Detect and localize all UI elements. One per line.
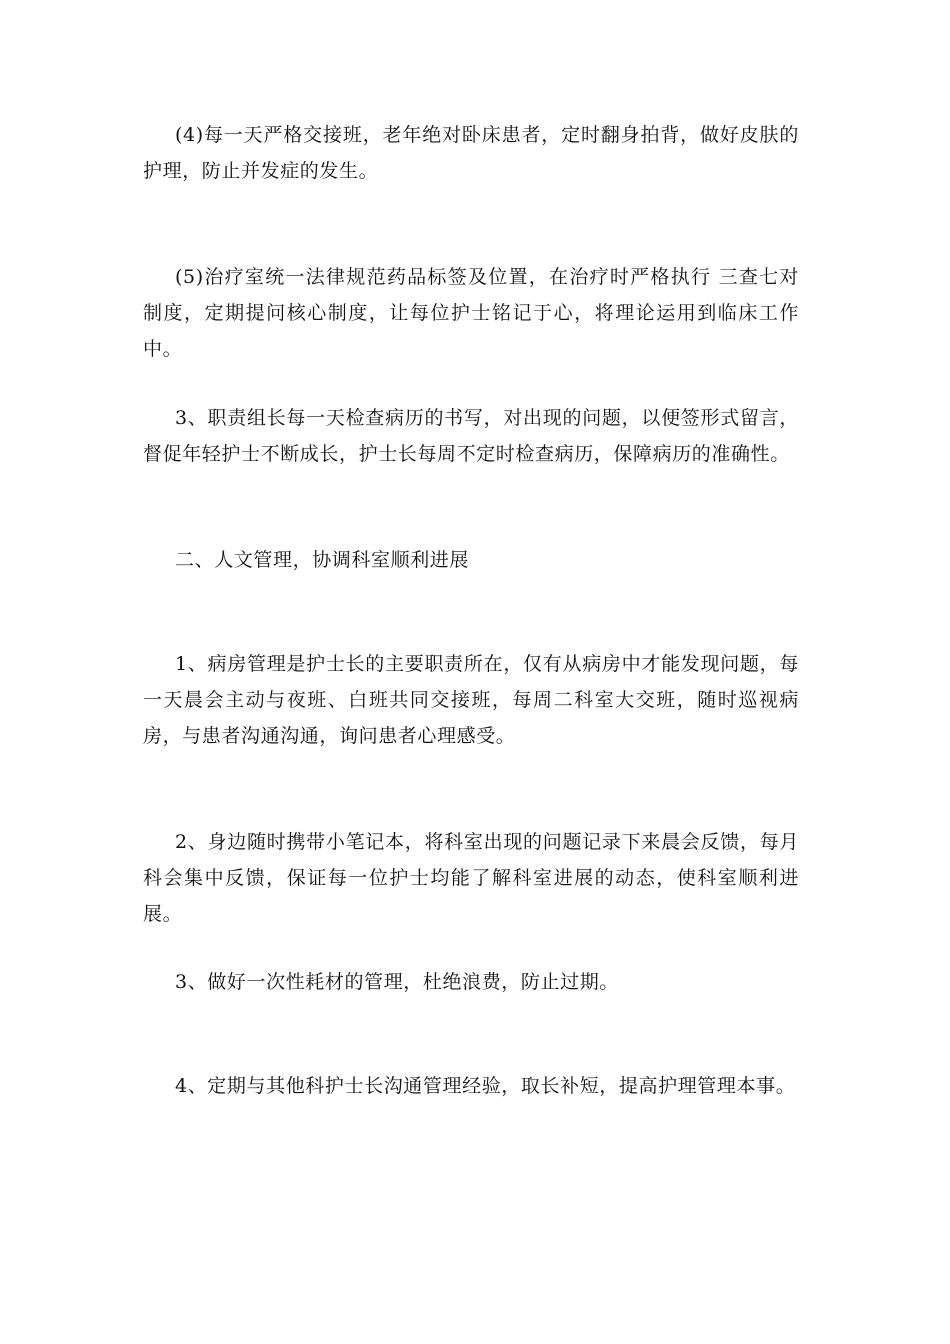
paragraph-item-5: (5)治疗室统一法律规范药品标签及位置，在治疗时严格执行 三查七对 制度，定期提问核心制度，让每位护士铭记于心，将理论运用到临床工作中。 <box>143 266 799 360</box>
paragraph-point-2: 2、身边随时携带小笔记本，将科室出现的问题记录下来晨会反馈，每月科会集中反馈，保证每一位护士均能了解科室进展的动态，使科室顺利进展。 <box>143 831 799 925</box>
paragraph-point-4: 4、定期与其他科护士长沟通管理经验，取长补短，提高护理管理本事。 <box>175 1075 796 1097</box>
paragraph-item-4: (4)每一天严格交接班，老年绝对卧床患者，定时翻身拍背，做好皮肤的护理，防止并发症的发生。 <box>143 124 799 182</box>
paragraph-point-3b: 3、做好一次性耗材的管理，杜绝浪费，防止过期。 <box>175 971 619 993</box>
paragraph-point-3: 3、职责组长每一天检查病历的书写，对出现的问题，以便签形式留言，督促年轻护士不断成长，护士长每周不定时检查病历，保障病历的准确性。 <box>143 407 799 465</box>
section-heading-2: 二、人文管理，协调科室顺利进展 <box>175 549 470 571</box>
paragraph-point-1: 1、病房管理是护士长的主要职责所在，仅有从病房中才能发现问题，每一天晨会主动与夜班、白班共同交接班，每周二科室大交班，随时巡视病房，与患者沟通沟通，询问患者心理感受。 <box>143 653 799 747</box>
